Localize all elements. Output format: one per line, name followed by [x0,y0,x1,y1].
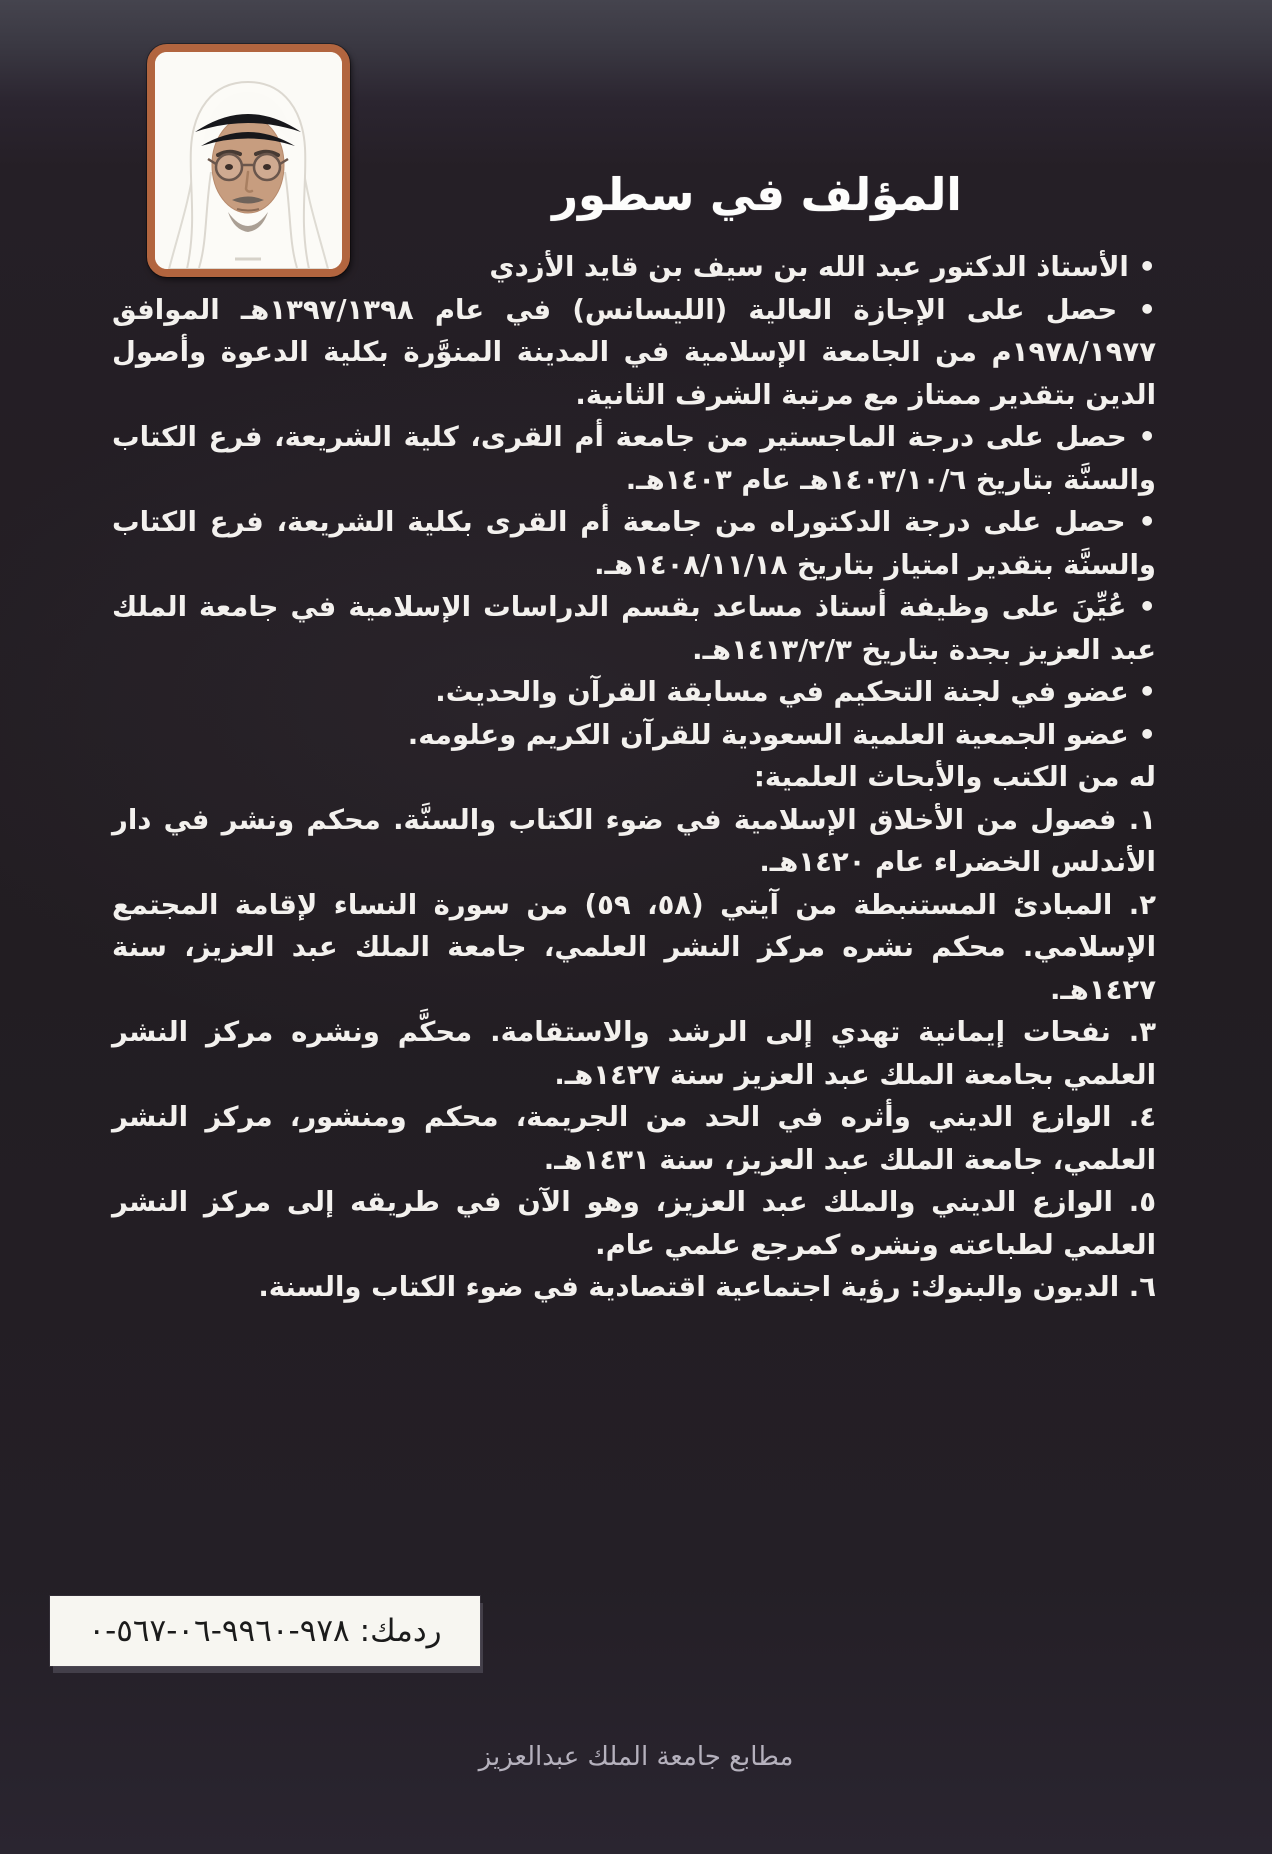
author-bio-section [112,246,1156,1309]
bio-line-master-degree: • حصل على درجة الماجستير من جامعة أم القرى، كلية الشريعة، فرع الكتاب والسنَّة بتاريخ ١٤٠٣/١٠/٦هـ عام ١٤٠٣هـ. [112,421,1156,496]
book-item-4: ٤. الوازع الديني وأثره في الحد من الجريمة، محكم ومنشور، مركز النشر العلمي، جامعة الملك عبد العزيز، سنة ١٤٣١هـ. [112,1101,1156,1176]
isbn-label: ردمك: [359,1613,442,1649]
book-item-3: ٣. نفحات إيمانية تهدي إلى الرشد والاستقامة. محكَّم ونشره مركز النشر العلمي بجامعة الملك عبد العزيز سنة ١٤٢٧هـ. [112,1016,1156,1091]
page-title: المؤلف في سطور [552,168,962,221]
bio-line-doctorate-degree: • حصل على درجة الدكتوراه من جامعة أم القرى بكلية الشريعة، فرع الكتاب والسنَّة بتقدير امتياز بتاريخ ١٤٠٨/١١/١٨هـ. [112,506,1156,581]
bio-line-author-name: • الأستاذ الدكتور عبد الله بن سيف بن قايد الأزدي [489,251,1156,283]
author-portrait-icon [155,52,342,269]
bio-line-society-membership: • عضو الجمعية العلمية السعودية للقرآن الكريم وعلومه. [407,718,1156,751]
isbn-box [50,1596,480,1666]
isbn-number: ٩٧٨-٩٩٦٠-٠٦-٥٦٧-٠ [88,1613,350,1649]
press-credit: مطابع جامعة الملك عبدالعزيز [478,1742,794,1772]
book-item-6: ٦. الديون والبنوك: رؤية اجتماعية اقتصادية في ضوء الكتاب والسنة. [258,1271,1156,1303]
bio-line-appointment: • عُيِّنَ على وظيفة أستاذ مساعد بقسم الدراسات الإسلامية في جامعة الملك عبد العزيز بجدة بتاريخ ١٤١٣/٢/٣هـ. [112,591,1156,666]
bio-line-jury-membership: • عضو في لجنة التحكيم في مسابقة القرآن والحديث. [435,676,1156,708]
books-list-heading: له من الكتب والأبحاث العلمية: [753,761,1156,793]
book-item-5: ٥. الوازع الديني والملك عبد العزيز، وهو الآن في طريقه إلى مركز النشر العلمي لطباعته ونشره كمرجع علمي عام. [112,1186,1156,1261]
book-item-2: ٢. المبادئ المستنبطة من آيتي (٥٨، ٥٩) من سورة النساء لإقامة المجتمع الإسلامي. محكم نشره مركز النشر العلمي، جامعة الملك عبد العزيز، سنة ١٤٢٧هـ. [112,888,1156,1006]
book-item-1: ١. فصول من الأخلاق الإسلامية في ضوء الكتاب والسنَّة. محكم ونشر في دار الأندلس الخضراء عام ١٤٢٠هـ. [112,803,1156,878]
author-photo-frame [147,44,350,277]
bio-line-bachelor-degree: • حصل على الإجازة العالية (الليسانس) في عام ١٣٩٧/١٣٩٨هـ الموافق ١٩٧٨/١٩٧٧م من الجامعة الإسلامية في المدينة المنوَّرة بكلية الدعوة وأصول الدين بتقدير ممتاز مع مرتبة الشرف الثانية. [112,293,1156,411]
